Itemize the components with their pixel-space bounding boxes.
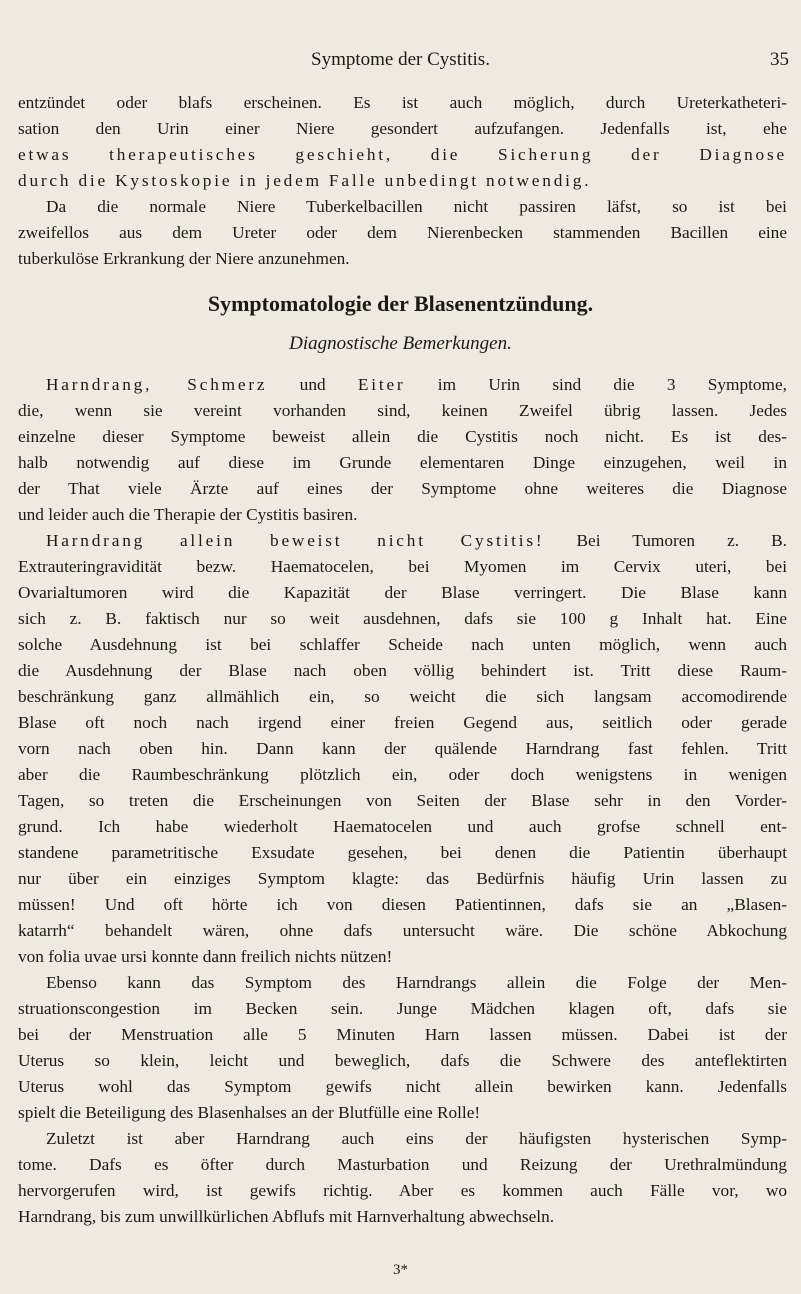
- text-line: vorn nach oben hin. Dann kann der quälende Harndrang fast fehlen. Tritt: [18, 739, 787, 758]
- emphasized-term: Eiter: [357, 375, 406, 394]
- text-line: sation den Urin einer Niere gesondert aufzufangen. Jedenfalls ist, ehe: [18, 119, 787, 138]
- text-line: Zuletzt ist aber Harndrang auch eins der häufigsten hysterischen Symp-: [46, 1129, 787, 1148]
- text-line: struationscongestion im Becken sein. Junge Mädchen klagen oft, dafs sie: [18, 999, 787, 1018]
- text-line: Ebenso kann das Symptom des Harndrangs allein die Folge der Men-: [46, 973, 787, 992]
- text-line: einzelne dieser Symptome beweist allein die Cystitis noch nicht. Es ist des-: [18, 427, 787, 446]
- text-line: Uterus so klein, leicht und beweglich, dafs die Schwere des anteflektirten: [18, 1051, 787, 1070]
- signature-mark: 3*: [393, 1262, 408, 1278]
- text-line: [46, 373, 787, 397]
- text-line: [46, 529, 787, 553]
- text-line: die, wenn sie vereint vorhanden sind, keinen Zweifel übrig lassen. Jedes: [18, 401, 787, 420]
- section-heading: Symptomatologie der Blasenentzündung.: [207, 291, 594, 316]
- text-line: tome. Dafs es öfter durch Masturbation und Reizung der Urethralmündung: [18, 1155, 787, 1174]
- emphasized-term: Harndrang, Schmerz: [46, 375, 268, 394]
- section-subheading: Diagnostische Bemerkungen.: [289, 333, 512, 354]
- text-line: aber die Raumbeschränkung plötzlich ein, oder doch wenigstens in wenigen: [18, 765, 787, 784]
- page-number: 35: [770, 49, 789, 70]
- text-line: solche Ausdehnung ist bei schlaffer Scheide nach unten möglich, wenn auch: [18, 635, 787, 654]
- text-line: Harndrang, bis zum unwillkürlichen Abflufs mit Harnverhaltung abwechseln.: [18, 1207, 555, 1226]
- text-line: der That viele Ärzte auf eines der Symptome ohne weiteres die Diagnose: [18, 479, 787, 498]
- text-line: entzündet oder blafs erscheinen. Es ist auch möglich, durch Ureterkatheteri-: [18, 93, 787, 112]
- text-line: von folia uvae ursi konnte dann freilich nichts nützen!: [18, 947, 393, 966]
- running-title: Symptome der Cystitis.: [311, 49, 490, 70]
- text-line: sich z. B. faktisch nur so weit ausdehnen, dafs sie 100 g Inhalt hat. Eine: [18, 609, 787, 628]
- emphasized-statement: Harndrang allein beweist nicht Cystitis!: [46, 531, 545, 550]
- text-line: nur über ein einziges Symptom klagte: das Bedürfnis häufig Urin lassen zu: [18, 869, 787, 888]
- text-line: beschränkung ganz allmählich ein, so weicht die sich langsam accomodirende: [18, 687, 787, 706]
- text-line: halb notwendig auf diese im Grunde elementaren Dinge einzugehen, weil in: [18, 453, 787, 472]
- running-header: [0, 48, 801, 72]
- text-line: tuberkulöse Erkrankung der Niere anzunehmen.: [18, 249, 350, 268]
- text-line: Da die normale Niere Tuberkelbacillen nicht passiren läfst, so ist bei: [46, 197, 787, 216]
- text-line-emphasized: durch die Kystoskopie in jedem Falle unbedingt notwendig.: [18, 171, 592, 190]
- text-line: hervorgerufen wird, ist gewifs richtig. Aber es kommen auch Fälle vor, wo: [18, 1181, 787, 1200]
- text-line: Extrauteringravidität bezw. Haematocelen, bei Myomen im Cervix uteri, bei: [18, 557, 787, 576]
- text-fragment: Bei Tumoren z. B.: [544, 531, 787, 550]
- text-line: standene parametritische Exsudate gesehen, bei denen die Patientin überhaupt: [18, 843, 787, 862]
- text-fragment: und: [267, 375, 358, 394]
- text-line: spielt die Beteiligung des Blasenhalses an der Blutfülle eine Rolle!: [18, 1103, 481, 1122]
- text-fragment: im Urin sind die 3 Symptome,: [405, 375, 787, 394]
- text-line-emphasized: etwas therapeutisches geschieht, die Sicherung der Diagnose: [18, 145, 787, 164]
- text-line: und leider auch die Therapie der Cystitis basiren.: [18, 505, 358, 524]
- text-line: Ovarialtumoren wird die Kapazität der Blase verringert. Die Blase kann: [18, 583, 787, 602]
- text-line: Uterus wohl das Symptom gewifs nicht allein bewirken kann. Jedenfalls: [18, 1077, 787, 1096]
- text-line: Tagen, so treten die Erscheinungen von Seiten der Blase sehr in den Vorder-: [18, 791, 787, 810]
- text-line: grund. Ich habe wiederholt Haematocelen und auch grofse schnell ent-: [18, 817, 787, 836]
- text-line: die Ausdehnung der Blase nach oben völlig behindert ist. Tritt diese Raum-: [18, 661, 787, 680]
- text-line: bei der Menstruation alle 5 Minuten Harn lassen müssen. Dabei ist der: [18, 1025, 787, 1044]
- text-line: zweifellos aus dem Ureter oder dem Nierenbecken stammenden Bacillen eine: [18, 223, 787, 242]
- text-line: katarrh“ behandelt wären, ohne dafs untersucht wäre. Die schöne Abkochung: [18, 921, 787, 940]
- text-line: Blase oft noch nach irgend einer freien Gegend aus, seitlich oder gerade: [18, 713, 787, 732]
- text-line: müssen! Und oft hörte ich von diesen Patientinnen, dafs sie an „Blasen-: [18, 895, 787, 914]
